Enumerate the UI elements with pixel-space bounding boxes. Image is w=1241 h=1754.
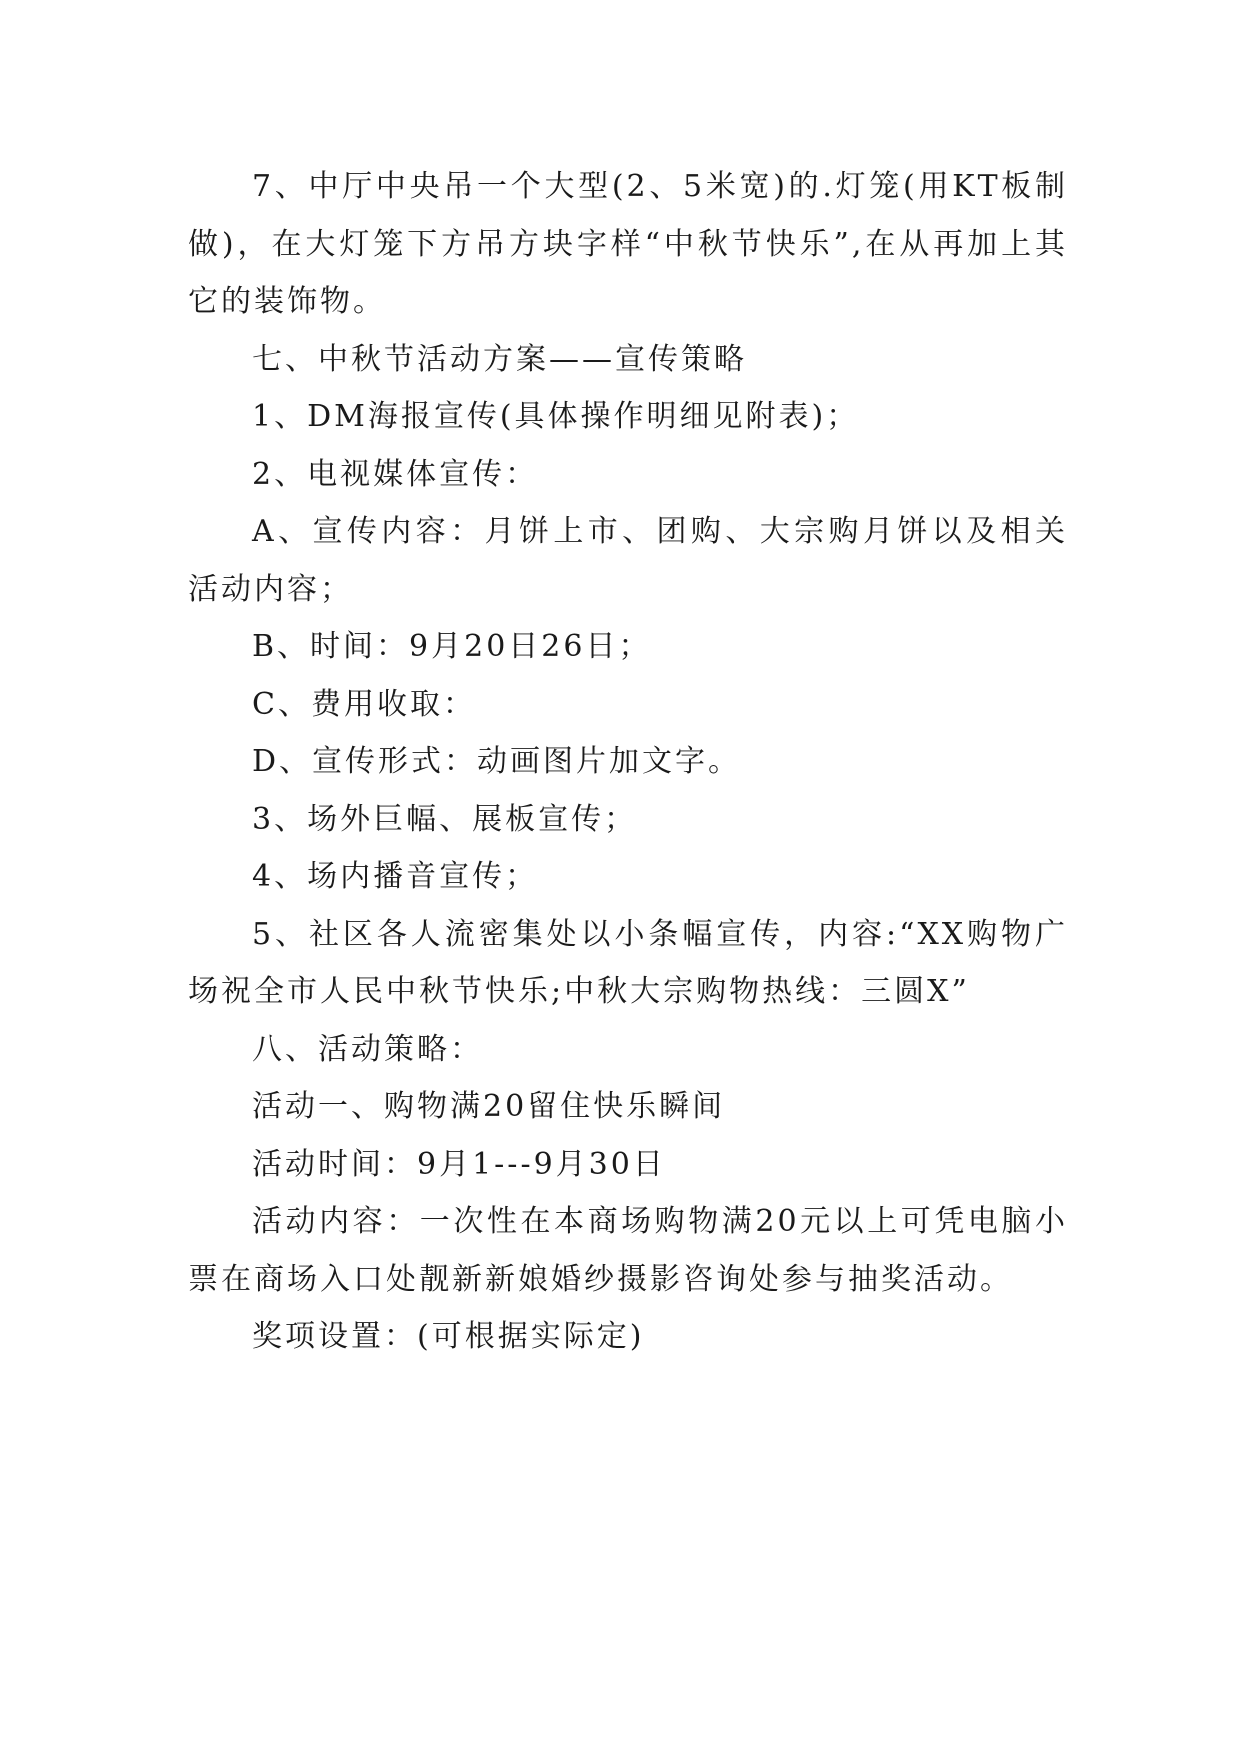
paragraph-lantern-decoration: 7、中厅中央吊一个大型(2、5米宽)的.灯笼(用KT板制做)，在大灯笼下方吊方块字样“中秋节快乐”,在从再加上其它的装饰物。 (188, 169, 1068, 319)
paragraph-community-banner: 5、社区各人流密集处以小条幅宣传，内容:“XX购物广场祝全市人民中秋节快乐;中秋大宗购物热线：三圆X” (188, 916, 1068, 1009)
paragraph-outdoor-banner: 3、场外巨幅、展板宣传； (252, 801, 638, 837)
paragraph-promotion-content: A、宣传内容：月饼上市、团购、大宗购月饼以及相关活动内容； (188, 514, 1068, 607)
paragraph-indoor-broadcast: 4、场内播音宣传； (252, 859, 539, 894)
paragraph-activity-time: 活动时间：9月1---9月30日 (252, 1146, 666, 1182)
paragraph-fee-collection: C、费用收取： (252, 686, 476, 722)
paragraph-promotion-form: D、宣传形式：动画图片加文字。 (252, 744, 742, 779)
paragraph-dm-poster: 1、DM海报宣传(具体操作明细见附表)； (252, 399, 860, 434)
section-heading-activity-strategy: 八、活动策略： (252, 1031, 483, 1067)
paragraph-prize-setting: 奖项设置：(可根据实际定) (252, 1319, 645, 1354)
paragraph-activity-content: 活动内容：一次性在本商场购物满20元以上可凭电脑小票在商场入口处靓新新娘婚纱摄影咨询处参与抽奖活动。 (188, 1204, 1068, 1297)
section-heading-promotion-strategy: 七、中秋节活动方案——宣传策略 (252, 341, 747, 377)
paragraph-tv-media: 2、电视媒体宣传： (252, 456, 539, 492)
paragraph-promotion-time: B、时间：9月20日26日； (252, 629, 652, 664)
paragraph-activity-one: 活动一、购物满20留住快乐瞬间 (252, 1089, 726, 1124)
document-body (188, 158, 1068, 1366)
